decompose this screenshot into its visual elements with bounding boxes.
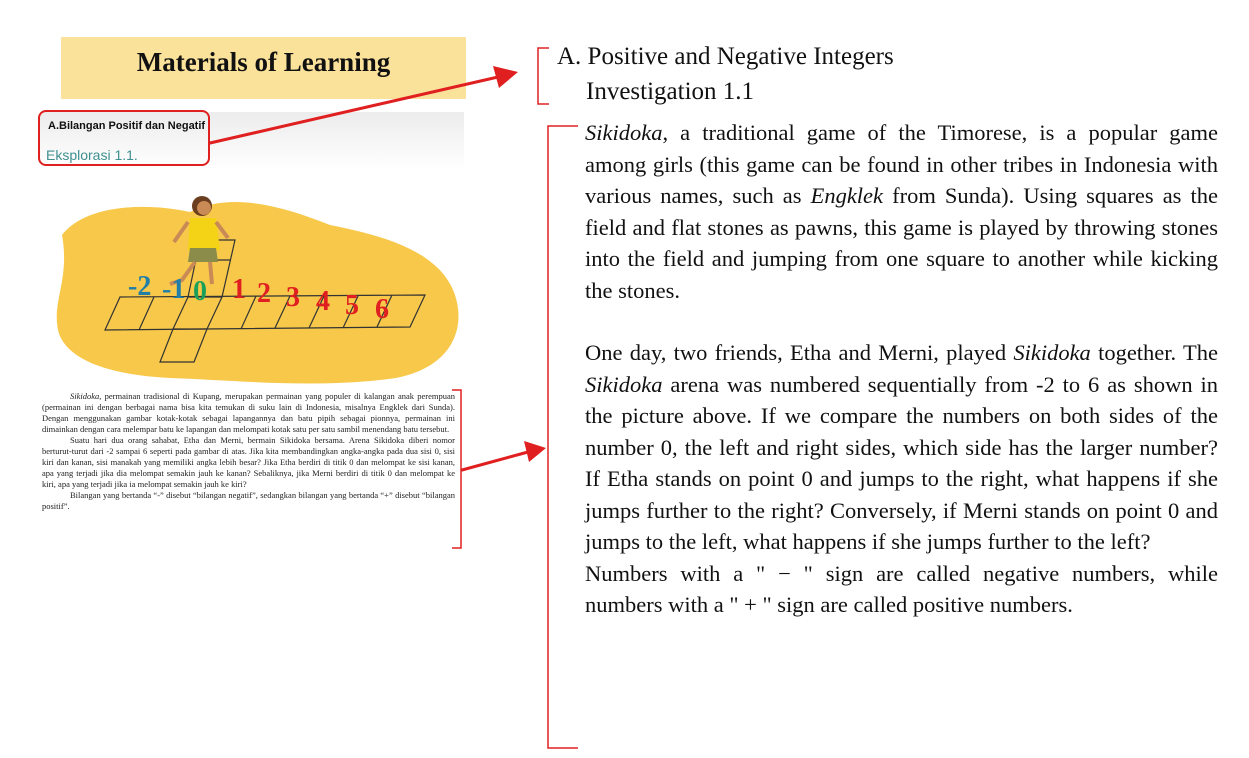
hopscotch-number-3: 3 [286, 282, 300, 313]
section-title: A. Positive and Negative Integers [557, 43, 894, 70]
banner-title: Materials of Learning [136, 47, 391, 77]
thumbnail-exploration-label: Eksplorasi 1.1. [46, 147, 138, 163]
translation-paragraph-2: One day, two friends, Etha and Merni, played Sikidoka together. The Sikidoka arena was numbered sequentially from -2 to 6 as shown in the picture above. If we compare the numbers on both sides of the number 0, the left and right sides, which side has the larger number? If Etha stands on point 0 and jumps to the right, what happens if she jumps further to the right? Conversely, if Merni stands on point 0 and jumps to the left, what happens if she jumps further to the left? [585, 340, 1218, 554]
bracket-thumbnail-paragraph [452, 390, 461, 548]
hopscotch-number-neg1: -1 [162, 274, 186, 305]
bracket-title [538, 48, 549, 104]
hopscotch-number-6: 6 [375, 294, 389, 325]
hopscotch-number-5: 5 [345, 290, 359, 321]
arrow-title-head [493, 66, 518, 88]
arrow-paragraph-line [462, 452, 528, 470]
hopscotch-number-0: 0 [193, 276, 207, 307]
hopscotch-number-1: 1 [232, 274, 246, 305]
thumbnail-paragraph-2: Suatu hari dua orang sahabat, Etha dan Merni, bermain Sikidoka bersama. Arena Sikidoka diberi nomor berturut-turut dari -2 sampai 6 seperti pada gambar di atas. Jika kita membandingkan angka-angka pada dua sisi 0, sisi kiri dan kanan, sisi manakah yang memiliki angka lebih besar? Jika Etha berdiri di titik 0 dan melompat ke sisi kanan, apa yang terjadi jika dia melompat semakin jauh ke kanan? Sebaliknya, jika Merni berdiri di titik 0 dan melompat ke kiri, apa yang terjadi jika ia melompat semakin jauh ke kiri? [42, 435, 455, 489]
translation-paragraph-3: Numbers with a " − " sign are called negative numbers, while numbers with a " + " sign are called positive numbers. [585, 560, 1218, 617]
investigation-label: Investigation 1.1 [586, 78, 755, 105]
hopscotch-number-2: 2 [257, 278, 271, 309]
thumbnail-section-title: A.Bilangan Positif dan Negatif [48, 120, 206, 132]
thumbnail-paragraph-3: Bilangan yang bertanda “-” disebut “bilangan negatif”, sedangkan bilangan yang bertanda “+” disebut “bilangan positif”. [42, 490, 455, 511]
bracket-translation [548, 126, 578, 748]
arrow-title-line [210, 77, 498, 143]
hopscotch-number-neg2: -2 [128, 271, 152, 302]
hopscotch-number-4: 4 [316, 286, 330, 317]
translation-paragraph-1: Sikidoka, a traditional game of the Timorese, is a popular game among girls (this game can be found in other tribes in Indonesia with various names, such as Engklek from Sunda). Using squares as the field and flat stones as pawns, this game is played by throwing stones into the field and jumping from one square to another while kicking the stones. [585, 120, 1218, 303]
thumbnail-paragraph-1: Sikidoka, permainan tradisional di Kupang, merupakan permainan yang populer di kalangan anak perempuan (permainan ini dengan berbagai nama bisa kita temukan di suku lain di Indonesia, misalnya Engklek dari Sunda). Dengan menggunakan gambar kotak-kotak sebagai lapangannya dan batu pipih sebagai pionnya, permainan ini dimainkan dengan cara melempar batu ke lapangan dan melompati kotak satu per satu sambil menendang batu tersebut. [42, 391, 455, 434]
arrow-paragraph-head [524, 441, 546, 462]
